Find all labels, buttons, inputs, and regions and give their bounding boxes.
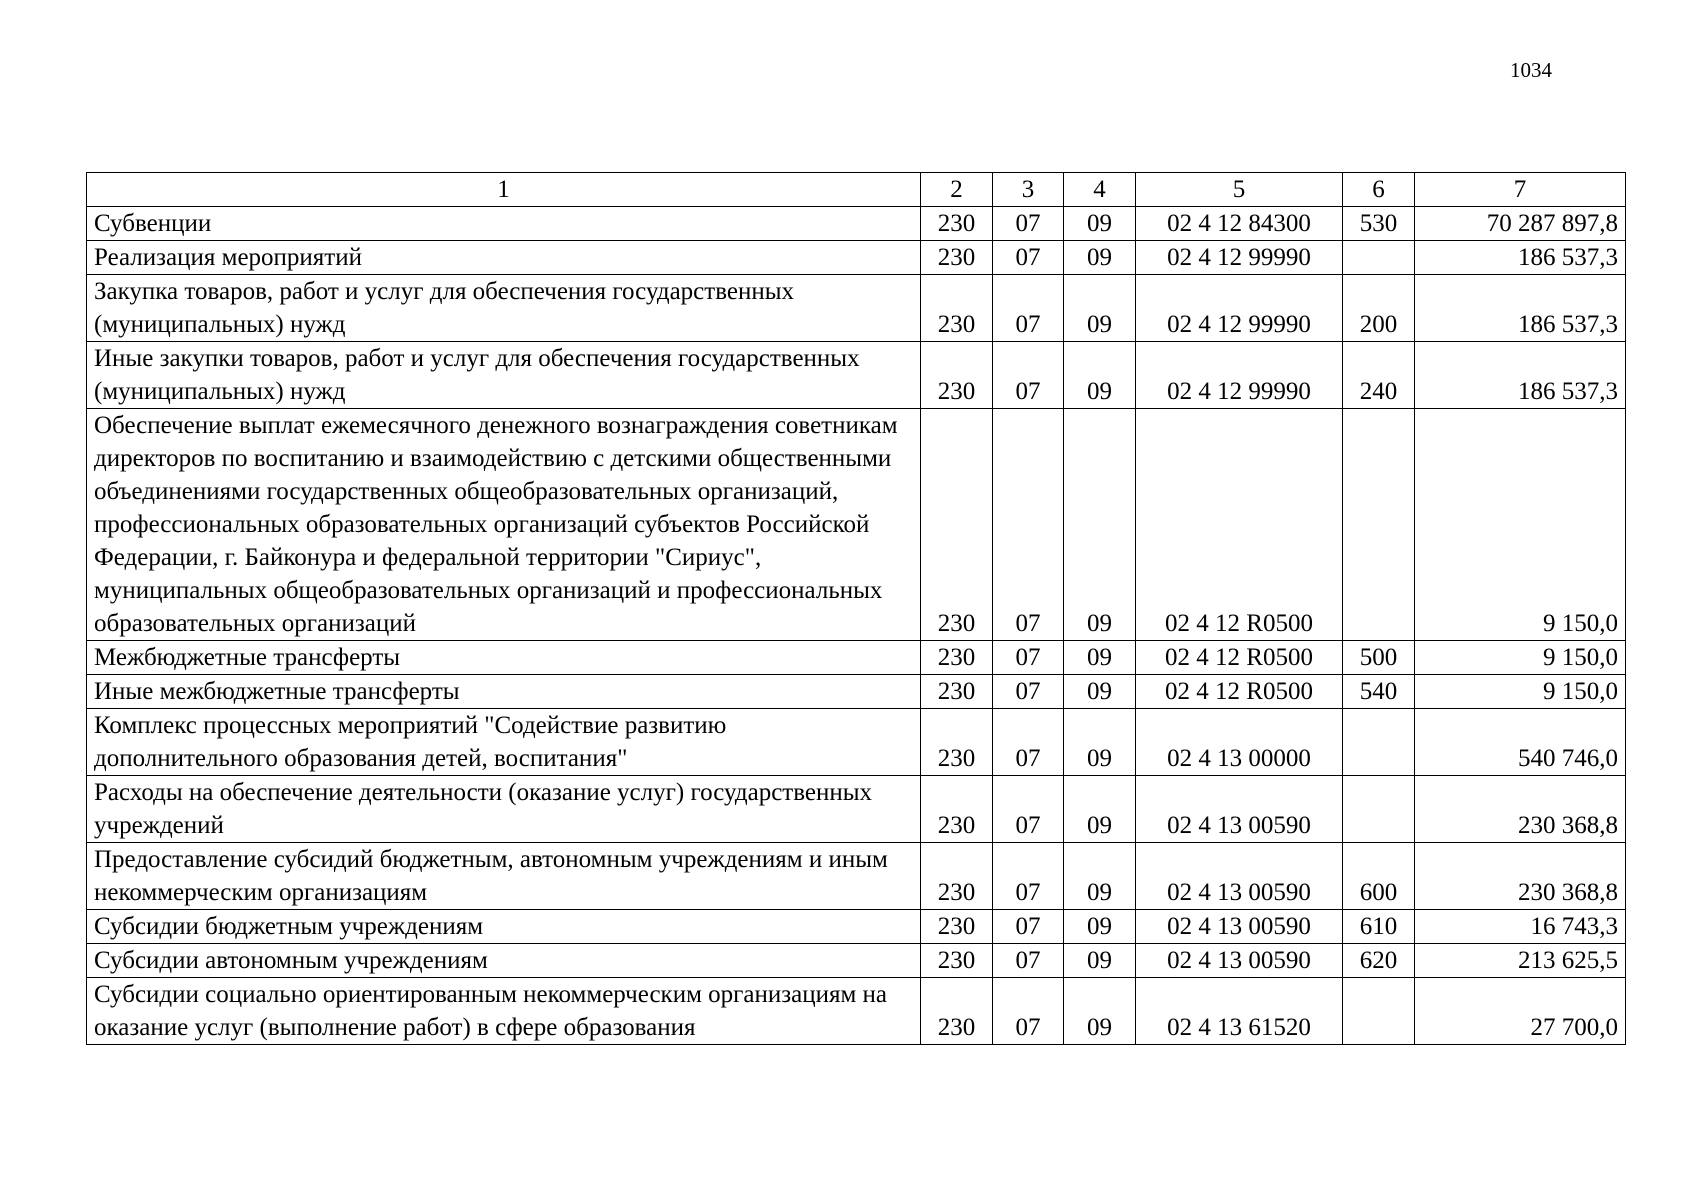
ministry-code-cell: 230 [921, 342, 993, 409]
ministry-code-cell: 230 [921, 409, 993, 641]
item-name-cell: Закупка товаров, работ и услуг для обеспечения государственных (муниципальных) нужд [87, 275, 921, 342]
header-cell-5: 5 [1136, 173, 1343, 207]
table-row [87, 776, 1626, 843]
amount-cell: 186 537,3 [1415, 342, 1626, 409]
table-row [87, 675, 1626, 709]
expense-type-cell [1343, 776, 1415, 843]
item-name-cell: Субвенции [87, 207, 921, 241]
expense-type-cell [1343, 241, 1415, 275]
ministry-code-cell: 230 [921, 241, 993, 275]
ministry-code-cell: 230 [921, 275, 993, 342]
amount-cell: 186 537,3 [1415, 241, 1626, 275]
subsection-code-cell: 09 [1064, 342, 1136, 409]
ministry-code-cell: 230 [921, 675, 993, 709]
subsection-code-cell: 09 [1064, 409, 1136, 641]
item-name-cell: Иные межбюджетные трансферты [87, 675, 921, 709]
target-article-cell: 02 4 12 R0500 [1136, 641, 1343, 675]
expense-type-cell: 620 [1343, 944, 1415, 978]
expense-type-cell: 600 [1343, 843, 1415, 910]
item-name-cell: Иные закупки товаров, работ и услуг для обеспечения государственных (муниципальных) нужд [87, 342, 921, 409]
section-code-cell: 07 [993, 207, 1064, 241]
target-article-cell: 02 4 12 99990 [1136, 342, 1343, 409]
table-row [87, 709, 1626, 776]
item-name-cell: Субсидии бюджетным учреждениям [87, 910, 921, 944]
expense-type-cell: 200 [1343, 275, 1415, 342]
table-row [87, 409, 1626, 641]
section-code-cell: 07 [993, 675, 1064, 709]
header-cell-6: 6 [1343, 173, 1415, 207]
expense-type-cell: 530 [1343, 207, 1415, 241]
expense-type-cell: 500 [1343, 641, 1415, 675]
header-cell-3: 3 [993, 173, 1064, 207]
amount-cell: 230 368,8 [1415, 776, 1626, 843]
target-article-cell: 02 4 13 00590 [1136, 910, 1343, 944]
section-code-cell: 07 [993, 409, 1064, 641]
amount-cell: 70 287 897,8 [1415, 207, 1626, 241]
target-article-cell: 02 4 12 99990 [1136, 275, 1343, 342]
table-row [87, 641, 1626, 675]
subsection-code-cell: 09 [1064, 978, 1136, 1045]
section-code-cell: 07 [993, 944, 1064, 978]
table-row [87, 342, 1626, 409]
ministry-code-cell: 230 [921, 944, 993, 978]
table-row [87, 843, 1626, 910]
amount-cell: 186 537,3 [1415, 275, 1626, 342]
ministry-code-cell: 230 [921, 709, 993, 776]
header-cell-4: 4 [1064, 173, 1136, 207]
amount-cell: 16 743,3 [1415, 910, 1626, 944]
ministry-code-cell: 230 [921, 843, 993, 910]
expense-type-cell: 540 [1343, 675, 1415, 709]
amount-cell: 9 150,0 [1415, 409, 1626, 641]
item-name-cell: Обеспечение выплат ежемесячного денежного вознаграждения советникам директоров по воспитанию и взаимодействию с детскими общественными объединениями государственных общеобразовательных организаций, профессиональных образовательных организаций субъектов Российской Федерации, г. Байконура и федеральной территории "Сириус", муниципальных общеобразовательных организаций и профессиональных образовательных организаций [87, 409, 921, 641]
header-cell-1: 1 [87, 173, 921, 207]
subsection-code-cell: 09 [1064, 776, 1136, 843]
item-name-cell: Комплекс процессных мероприятий "Содействие развитию дополнительного образования детей, воспитания" [87, 709, 921, 776]
expense-type-cell: 610 [1343, 910, 1415, 944]
section-code-cell: 07 [993, 776, 1064, 843]
section-code-cell: 07 [993, 910, 1064, 944]
ministry-code-cell: 230 [921, 207, 993, 241]
section-code-cell: 07 [993, 342, 1064, 409]
amount-cell: 540 746,0 [1415, 709, 1626, 776]
item-name-cell: Реализация мероприятий [87, 241, 921, 275]
ministry-code-cell: 230 [921, 776, 993, 843]
section-code-cell: 07 [993, 641, 1064, 675]
subsection-code-cell: 09 [1064, 275, 1136, 342]
expense-type-cell: 240 [1343, 342, 1415, 409]
subsection-code-cell: 09 [1064, 641, 1136, 675]
budget-table [86, 172, 1626, 1045]
table-row [87, 207, 1626, 241]
target-article-cell: 02 4 12 R0500 [1136, 675, 1343, 709]
amount-cell: 27 700,0 [1415, 978, 1626, 1045]
subsection-code-cell: 09 [1064, 843, 1136, 910]
header-row [87, 173, 1626, 207]
table-row [87, 910, 1626, 944]
target-article-cell: 02 4 13 00590 [1136, 776, 1343, 843]
target-article-cell: 02 4 12 R0500 [1136, 409, 1343, 641]
expense-type-cell [1343, 709, 1415, 776]
expense-type-cell [1343, 978, 1415, 1045]
ministry-code-cell: 230 [921, 910, 993, 944]
subsection-code-cell: 09 [1064, 944, 1136, 978]
section-code-cell: 07 [993, 241, 1064, 275]
target-article-cell: 02 4 13 61520 [1136, 978, 1343, 1045]
table-row [87, 944, 1626, 978]
target-article-cell: 02 4 13 00000 [1136, 709, 1343, 776]
subsection-code-cell: 09 [1064, 241, 1136, 275]
header-cell-2: 2 [921, 173, 993, 207]
section-code-cell: 07 [993, 275, 1064, 342]
section-code-cell: 07 [993, 843, 1064, 910]
item-name-cell: Расходы на обеспечение деятельности (оказание услуг) государственных учреждений [87, 776, 921, 843]
table-row [87, 275, 1626, 342]
target-article-cell: 02 4 12 99990 [1136, 241, 1343, 275]
subsection-code-cell: 09 [1064, 675, 1136, 709]
header-cell-7: 7 [1415, 173, 1626, 207]
amount-cell: 213 625,5 [1415, 944, 1626, 978]
item-name-cell: Межбюджетные трансферты [87, 641, 921, 675]
subsection-code-cell: 09 [1064, 709, 1136, 776]
ministry-code-cell: 230 [921, 641, 993, 675]
amount-cell: 9 150,0 [1415, 675, 1626, 709]
target-article-cell: 02 4 12 84300 [1136, 207, 1343, 241]
section-code-cell: 07 [993, 709, 1064, 776]
expense-type-cell [1343, 409, 1415, 641]
page-number: 1034 [1510, 58, 1552, 82]
table-row [87, 241, 1626, 275]
table-body [87, 207, 1626, 1045]
item-name-cell: Субсидии социально ориентированным некоммерческим организациям на оказание услуг (выполнение работ) в сфере образования [87, 978, 921, 1045]
subsection-code-cell: 09 [1064, 207, 1136, 241]
subsection-code-cell: 09 [1064, 910, 1136, 944]
item-name-cell: Предоставление субсидий бюджетным, автономным учреждениям и иным некоммерческим организациям [87, 843, 921, 910]
ministry-code-cell: 230 [921, 978, 993, 1045]
target-article-cell: 02 4 13 00590 [1136, 944, 1343, 978]
target-article-cell: 02 4 13 00590 [1136, 843, 1343, 910]
amount-cell: 230 368,8 [1415, 843, 1626, 910]
section-code-cell: 07 [993, 978, 1064, 1045]
item-name-cell: Субсидии автономным учреждениям [87, 944, 921, 978]
amount-cell: 9 150,0 [1415, 641, 1626, 675]
table-row [87, 978, 1626, 1045]
